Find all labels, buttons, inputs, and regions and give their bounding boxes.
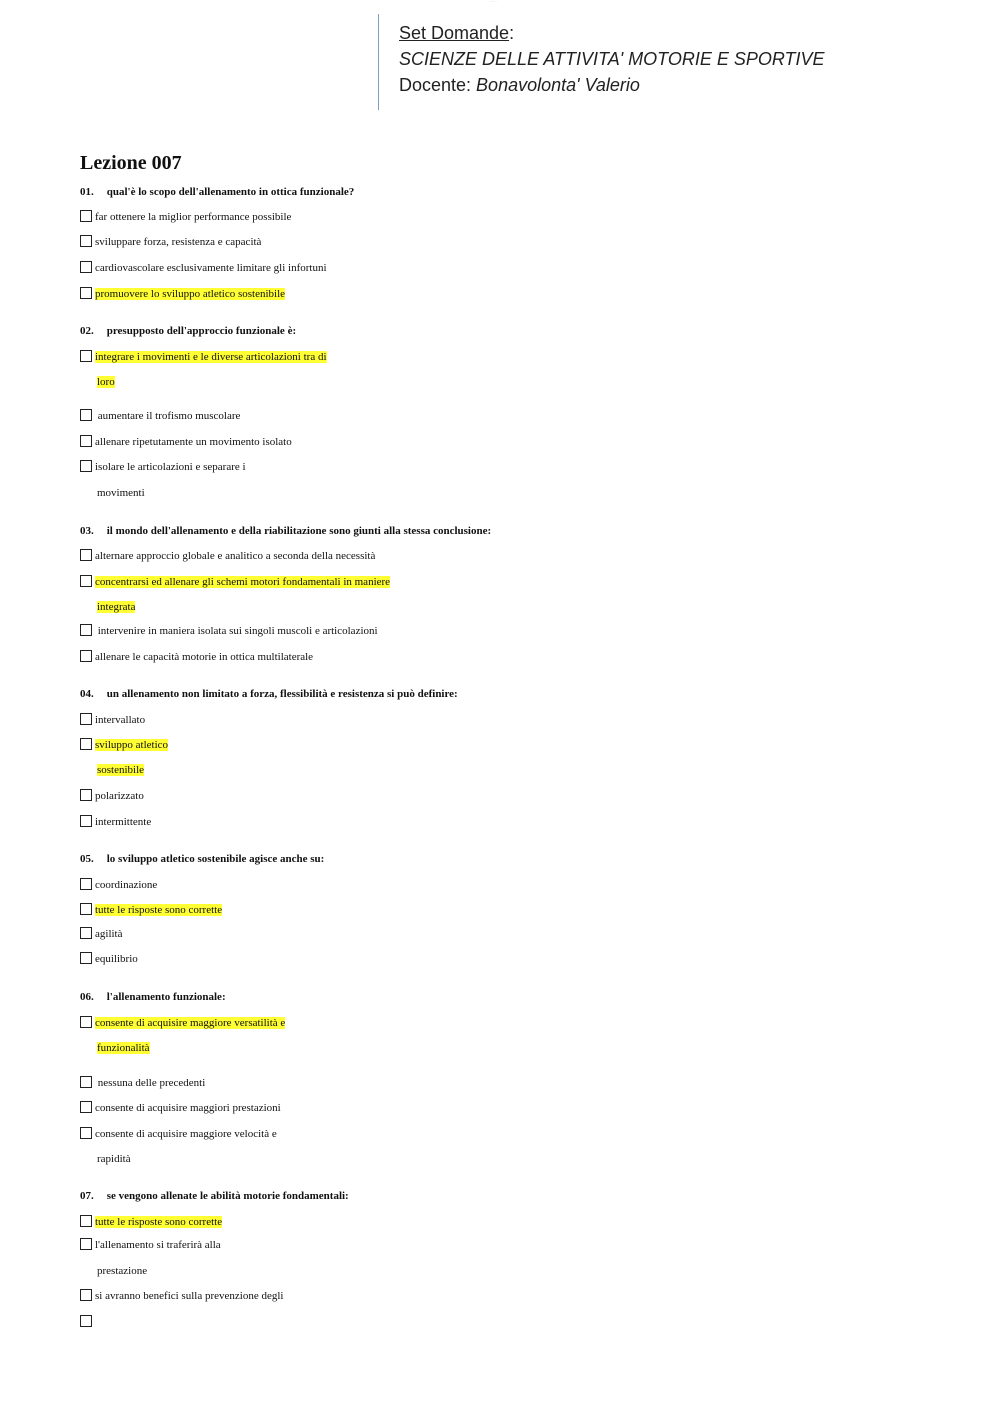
answer-option-correct[interactable]: [80, 286, 285, 302]
option-text: coordinazione: [95, 879, 158, 891]
document-header: [378, 14, 825, 110]
question-title: [80, 991, 226, 1003]
checkbox[interactable]: [80, 235, 92, 247]
checkbox[interactable]: [80, 1238, 92, 1250]
answer-option[interactable]: [80, 926, 123, 942]
option-text: tutte le risposte sono corrette: [95, 1216, 223, 1228]
checkbox[interactable]: [80, 903, 92, 915]
checkbox[interactable]: [80, 409, 92, 421]
question-title: [80, 853, 324, 865]
question-number: 01.: [80, 186, 94, 198]
answer-option-correct[interactable]: [80, 1214, 222, 1230]
checkbox[interactable]: [80, 815, 92, 827]
answer-option[interactable]: [80, 548, 375, 564]
checkbox[interactable]: [80, 350, 92, 362]
option-text: intermittente: [95, 816, 152, 828]
answer-option[interactable]: [80, 1075, 205, 1091]
question-number: 07.: [80, 1190, 94, 1202]
question-number: 04.: [80, 688, 94, 700]
answer-option-correct[interactable]: [80, 1015, 285, 1031]
checkbox[interactable]: [80, 650, 92, 662]
question-title: [80, 186, 354, 198]
option-text: integrare i movimenti e le diverse articolazioni tra di: [95, 351, 327, 363]
question-text: se vengono allenate le abilità motorie fondamentali:: [106, 1190, 349, 1202]
answer-option[interactable]: [80, 1126, 277, 1142]
set-title: [399, 20, 825, 46]
lesson-title: Lezione 007: [80, 152, 182, 174]
checkbox[interactable]: [80, 1076, 92, 1088]
teacher-label: Docente:: [399, 75, 477, 95]
question-title: [80, 325, 296, 337]
checkbox[interactable]: [80, 287, 92, 299]
option-text: consente di acquisire maggiore velocità e: [95, 1128, 277, 1140]
option-text: nessuna delle precedenti: [97, 1077, 206, 1089]
answer-option[interactable]: [80, 1288, 283, 1304]
question-title: [80, 525, 491, 537]
answer-option[interactable]: [80, 623, 378, 639]
question-number: 06.: [80, 991, 94, 1003]
answer-option[interactable]: [80, 408, 240, 424]
option-text: agilità: [95, 928, 123, 940]
checkbox[interactable]: [80, 713, 92, 725]
option-text: consente di acquisire maggiori prestazioni: [95, 1102, 281, 1114]
answer-option[interactable]: [80, 649, 313, 665]
option-text: alternare approccio globale e analitico a seconda della necessità: [95, 550, 376, 562]
question-text: il mondo dell'allenamento e della riabilitazione sono giunti alla stessa conclusione:: [106, 525, 492, 537]
option-text: tutte le risposte sono corrette: [95, 904, 223, 916]
question-text: presupposto dell'approccio funzionale è:: [106, 325, 297, 337]
option-text-continuation: loro: [97, 376, 115, 388]
question-text: un allenamento non limitato a forza, flessibilità e resistenza si può definire:: [106, 688, 458, 700]
option-text-continuation: funzionalità: [97, 1042, 150, 1054]
option-text: equilibrio: [95, 953, 138, 965]
set-colon: :: [509, 23, 515, 43]
answer-option[interactable]: [80, 877, 157, 893]
checkbox[interactable]: [80, 460, 92, 472]
option-text-continuation: sostenibile: [97, 764, 145, 776]
answer-option-correct[interactable]: [80, 574, 390, 590]
answer-option[interactable]: [80, 788, 144, 804]
option-text: intervenire in maniera isolata sui singoli muscoli e articolazioni: [97, 625, 378, 637]
checkbox[interactable]: [80, 927, 92, 939]
option-text: concentrarsi ed allenare gli schemi motori fondamentali in maniere: [95, 576, 391, 588]
checkbox[interactable]: [80, 738, 92, 750]
option-text: cardiovascolare esclusivamente limitare gli infortuni: [95, 262, 327, 274]
checkbox[interactable]: [80, 435, 92, 447]
answer-option[interactable]: [80, 951, 138, 967]
option-text: consente di acquisire maggiore versatilità e: [95, 1017, 286, 1029]
teacher-name: Bonavolonta' Valerio: [476, 75, 640, 95]
top-mark: ·······: [490, 0, 497, 4]
question-text: qual'è lo scopo dell'allenamento in ottica funzionale?: [106, 186, 355, 198]
question-title: [80, 1190, 349, 1202]
option-text: polarizzato: [95, 790, 144, 802]
checkbox[interactable]: [80, 878, 92, 890]
option-text: si avranno benefici sulla prevenzione degli: [95, 1290, 284, 1302]
answer-option[interactable]: [80, 209, 291, 225]
checkbox[interactable]: [80, 549, 92, 561]
option-text: intervallato: [95, 714, 146, 726]
answer-option[interactable]: [80, 1237, 221, 1253]
question-text: lo sviluppo atletico sostenibile agisce anche su:: [106, 853, 325, 865]
answer-option[interactable]: [80, 260, 327, 276]
answer-option[interactable]: [80, 234, 261, 250]
option-text-continuation: integrata: [97, 601, 136, 613]
checkbox[interactable]: [80, 210, 92, 222]
option-text: aumentare il trofismo muscolare: [97, 410, 241, 422]
option-text: promuovere lo sviluppo atletico sostenibile: [95, 288, 286, 300]
question-number: 05.: [80, 853, 94, 865]
option-text: allenare ripetutamente un movimento isolato: [95, 436, 292, 448]
answer-option[interactable]: [80, 814, 151, 830]
checkbox[interactable]: [80, 624, 92, 636]
answer-option[interactable]: [80, 434, 292, 450]
question-title: [80, 688, 458, 700]
checkbox[interactable]: [80, 1101, 92, 1113]
question-number: 02.: [80, 325, 94, 337]
question-text: l'allenamento funzionale:: [106, 991, 226, 1003]
option-text: isolare le articolazioni e separare i: [95, 461, 246, 473]
checkbox[interactable]: [80, 1315, 92, 1327]
checkbox[interactable]: [80, 789, 92, 801]
set-label: Set Domande: [399, 23, 510, 43]
option-text: sviluppare forza, resistenza e capacità: [95, 236, 262, 248]
checkbox[interactable]: [80, 1127, 92, 1139]
option-text: allenare le capacità motorie in ottica multilaterale: [95, 651, 314, 663]
checkbox[interactable]: [80, 261, 92, 273]
answer-option-correct[interactable]: [80, 737, 168, 753]
checkbox[interactable]: [80, 952, 92, 964]
option-text: l'allenamento si traferirà alla: [95, 1239, 221, 1251]
course-name: SCIENZE DELLE ATTIVITA' MOTORIE E SPORTIVE: [399, 49, 825, 69]
question-number: 03.: [80, 525, 94, 537]
option-text: far ottenere la miglior performance possibile: [95, 211, 292, 223]
checkbox[interactable]: [80, 575, 92, 587]
checkbox[interactable]: [80, 1016, 92, 1028]
answer-option-correct[interactable]: [80, 902, 222, 918]
checkbox[interactable]: [80, 1215, 92, 1227]
answer-option[interactable]: [80, 459, 246, 475]
checkbox[interactable]: [80, 1289, 92, 1301]
option-text-continuation: rapidità: [97, 1153, 131, 1165]
option-text-continuation: movimenti: [97, 487, 145, 499]
option-text-continuation: prestazione: [97, 1265, 148, 1277]
answer-option[interactable]: [80, 1314, 95, 1330]
option-text: sviluppo atletico: [95, 739, 169, 751]
answer-option-correct[interactable]: [80, 349, 327, 365]
answer-option[interactable]: [80, 712, 145, 728]
answer-option[interactable]: [80, 1100, 281, 1116]
teacher-line: [399, 72, 825, 98]
